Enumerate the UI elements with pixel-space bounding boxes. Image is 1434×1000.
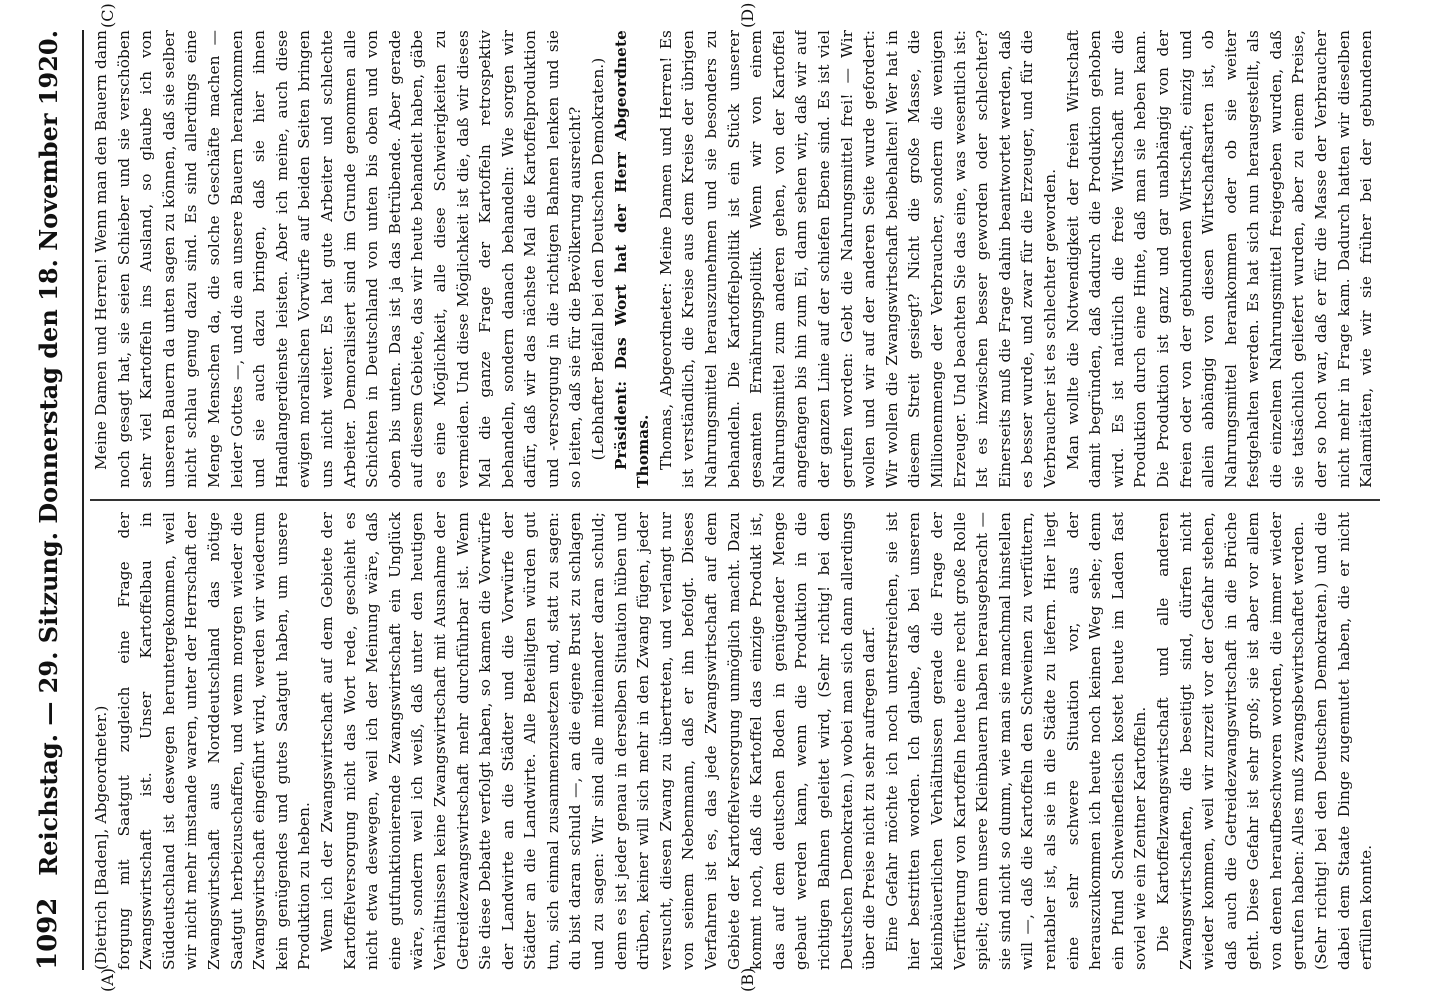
speaker-line: (Dietrich [Baden], Abgeordneter.)	[92, 705, 110, 970]
paragraph: Wenn ich der Zwangswirtschaft auf dem Gebiete der Kartoffelversorgung nicht das Wort rede, geschieht es nicht etwa deswegen, weil ich der Meinung wäre, daß eine gutfunktionierende Zwangswirtschaft ein Unglück wäre, sondern weil ich weiß, daß unter den heutigen Verhältnissen keine Zwangswirtschaft mit Ausnahme der Getreidezwangswirtschaft mehr durchführbar ist. Wenn Sie diese Debatte verfolgt haben, so kamen die Vorwürfe der Landwirte an die Städter und die Vorwürfe der Städter an die Landwirte. Alle Beteiligten würden gut tun, sich einmal zusammenzusetzen und, statt zu sagen: du bist daran schuld —, an die eigene Brust zu schlagen und zu sagen: Wir sind alle miteinander daran schuld; denn es ist jeder genau in derselben Situation hüben und drüben, keiner will sich mehr in den Zwang fügen, jeder versucht, diesen Zwang zu übertreten, und verlangt nur von seinem Nebenmann, daß er ihn befolgt. Dieses Verfahren ist es, das jede Zwangswirtschaft auf dem Gebiete der Kartoffelversorgung unmöglich macht. Dazu kommt noch, daß die Kartoffel das einzige Produkt ist, das auf dem deutschen Boden in genügender Menge gebaut werden kann, wenn die Produktion in die richtigen Bahnen geleitet wird, (Sehr richtig! bei den Deutschen Demokraten.) wobei man sich dann allerdings über die Preise nicht zu sehr aufregen darf.	[317, 512, 879, 970]
column-divider	[90, 500, 1380, 502]
paragraph: Man wollte die Notwendigkeit der freien Wirtschaft damit begründen, daß dadurch die Produktion gehoben wird. Es ist natürlich die freie Wirtschaft nur die Produktion durch eine Hinte, daß man sie heben kann. Die Produktion ist ganz und gar unabhängig von der freien oder von der gebundenen Wirtschaft; einzig und allein abhängig von diesen Wirtschaftsarten ist, ob Nahrungsmittel herankommen oder ob sie weiter festgehalten werden. Es hat sich nun herausgestellt, als die einzelnen Nahrungsmittel freigegeben wurden, daß sie tatsächlich geliefert wurden, aber zu einem Preise, der so hoch war, daß er für die Masse der Verbraucher nicht mehr in Frage kam. Dadurch hatten wir dieselben Kalamitäten, wie wir sie früher bei der gebundenen	[1063, 30, 1376, 488]
page-number: 1092	[33, 897, 63, 970]
margin-marker-c: (C)	[98, 3, 117, 28]
margin-marker-b: (B)	[738, 967, 757, 992]
page-title: Reichstag. — 29. Sitzung. Donnerstag den 18. November 1920.	[33, 30, 63, 876]
header-rule	[82, 30, 84, 970]
paragraph: Die Kartoffelzwangswirtschaft und alle anderen Zwangswirtschaften, die beseitigt sind, dürfen nicht wieder kommen, weil wir zurzeit vor der Gefahr stehen, daß auch die Getreidezwangswirtschaft in die Brüche geht. Diese Gefahr ist sehr groß; sie ist aber vor allem von denen heraufbeschworen worden, die immer wieder gerufen haben: Alles muß zwangsbewirtschaftet werden.	[1153, 512, 1308, 970]
rotated-newspaper-page	[18, 0, 1398, 1000]
page-header	[18, 30, 78, 970]
paragraph: (Sehr richtig! bei den Deutschen Demokraten.) und die dabei dem Staate Dinge zugemutet haben, die er nicht erfüllen konnte.	[1312, 512, 1376, 970]
paragraph: Meine Damen und Herren! Wenn man den Bauern dann noch gesagt hat, sie seien Schieber und sie verschöben sehr viel Kartoffeln ins Ausland, so glaube ich von unseren Bauern da unten sagen zu können, daß sie selber nicht schlau genug dazu sind. Es sind allerdings eine Menge Menschen da, die solche Geschäfte machen — leider Gottes —, und die an unsere Bauern herankommen und sie auch dazu bringen, daß sie hier ihnen Handlangerdienste leisten. Aber ich meine, auch diese ewigen moralischen Vorwürfe auf beiden Seiten bringen uns nicht weiter. Es hat gute Arbeiter und schlechte Arbeiter. Demoralisiert sind im Grunde genommen alle Schichten in Deutschland von unten bis oben und von oben bis unten. Das ist ja das Betrübende. Aber gerade auf diesem Gebiete, das wir heute behandelt haben, gäbe es eine Möglichkeit, alle diese Schwierigkeiten zu vermeiden. Und diese Möglichkeit ist die, daß wir dieses Mal die ganze Frage der Kartoffeln retrospektiv behandeln, sondern danach behandeln: Wie sorgen wir dafür, daß wir das nächste Mal die Kartoffelproduktion und -versorgung in die richtigen Bahnen lenken und sie so leiten, daß sie für die Bevölkerung ausreicht?	[92, 30, 585, 488]
left-text-column	[90, 512, 1380, 970]
margin-marker-d: (D)	[738, 2, 757, 28]
margin-marker-a: (A)	[98, 967, 117, 992]
paragraph: Eine Gefahr möchte ich noch unterstreichen, sie ist hier bestritten worden. Ich glaube, daß bei unseren kleinbäuerlichen Verhältnissen gerade die Frage der Verfütterung von Kartoffeln heute eine recht große Rolle spielt; denn unsere Kleinbauern haben herausgebracht — sie sind nicht so dumm, wie man sie manchmal hinstellen will —, daß die Kartoffeln den Schweinen zu verfüttern, rentabler ist, als sie in die Städte zu liefern. Hier liegt eine sehr schwere Situation vor, aus der herauszukommen ich heute noch keinen Weg sehe; denn ein Pfund Schweinefleisch kostet heute im Laden fast soviel wie ein Zentner Kartoffeln.	[882, 512, 1150, 970]
president-line: Präsident: Das Wort hat der Herr Abgeordnete Thomas.	[611, 30, 653, 488]
digitization-notice	[1412, 6, 1432, 991]
paragraph: forgung mit Saatgut zugleich eine Frage der Zwangswirtschaft ist. Unser Kartoffelbau in Süddeutschland ist deswegen heruntergekommen, weil wir nicht mehr imstande waren, unter der Herrschaft der Zwangswirtschaft aus Norddeutschland das nötige Saatgut herbeizuschaffen, und wenn morgen wieder die Zwangswirtschaft eingeführt wird, werden wir wiederum kein genügendes und gutes Saatgut haben, um unsere Produktion zu heben.	[114, 512, 314, 970]
paragraph: Thomas, Abgeordneter: Meine Damen und Herren! Es ist verständlich, die Kreise aus dem Kreise der übrigen Nahrungsmittel herauszunehmen und sie besonders zu behandeln. Die Kartoffelpolitik ist ein Stück unserer gesamten Ernährungspolitik. Wenn wir von einem Nahrungsmittel zum anderen gehen, von der Kartoffel angefangen bis hin zum Ei, dann sehen wir, daß wir auf der ganzen Linie auf der schiefen Ebene sind. Es ist viel gerufen worden: Gebt die Nahrungsmittel frei! — Wir wollen und wir auf der anderen Seite wurde gefordert: Wir wollen die Zwangswirtschaft beibehalten! Wer hat in diesem Streit gesiegt? Nicht die große Masse, die Millionenmenge der Verbraucher, sondern die wenigen Erzeuger. Und beachten Sie das eine, was wesentlich ist: Ist es inzwischen besser geworden oder schlechter? Einerseits muß die Frage dahin beantwortet werden, daß es besser wurde, und zwar für die Erzeuger, und für die Verbraucher ist es schlechter geworden.	[656, 30, 1059, 488]
right-text-column	[90, 30, 1380, 488]
paragraph	[1378, 512, 1380, 970]
applause-note: (Lebhafter Beifall bei den Deutschen Demokraten.)	[589, 57, 608, 461]
